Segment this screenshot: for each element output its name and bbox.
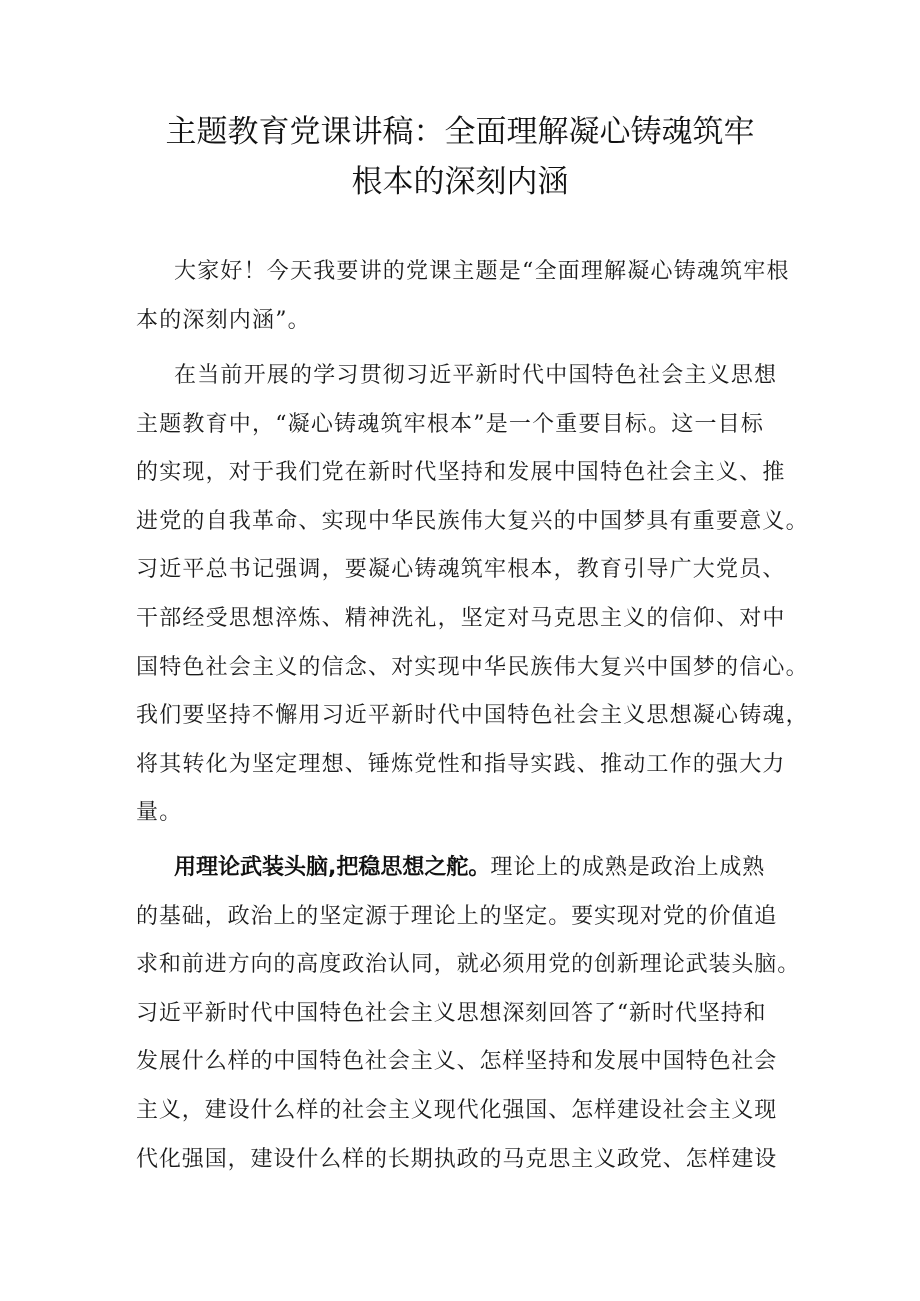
paragraph-line: 习近平总书记强调，要凝心铸魂筑牢根本，教育引导广大党员、: [136, 557, 786, 583]
paragraph-line-text: 理论上的成熟是政治上成熟: [490, 855, 766, 880]
paragraph-line: 的实现，对于我们党在新时代坚持和发展中国特色社会主义、推: [136, 460, 786, 486]
paragraph-greeting: [136, 248, 792, 345]
paragraph-line: 国特色社会主义的信念、对实现中华民族伟大复兴中国梦的信心。: [136, 654, 809, 680]
paragraph-line: 发展什么样的中国特色社会主义、怎样坚持和发展中国特色社会: [136, 1049, 778, 1075]
paragraph-line: 我们要坚持不懈用习近平新时代中国特色社会主义思想凝心铸魂，: [136, 703, 809, 729]
paragraph-line: 进党的自我革命、实现中华民族伟大复兴的中国梦具有重要意义。: [136, 508, 809, 534]
document-title-line-1: 主题教育党课讲稿：全面理解凝心铸魂筑牢: [165, 114, 755, 150]
paragraph-line: 量。: [136, 800, 183, 826]
document-title-line-2: 根本的深刻内涵: [351, 164, 569, 200]
paragraph-line: 习近平新时代中国特色社会主义思想深刻回答了“新时代坚持和: [136, 1000, 767, 1026]
paragraph-line: 本的深刻内涵”。: [136, 307, 311, 333]
paragraph-line: 干部经受思想淬炼、精神洗礼，坚定对马克思主义的信仰、对中: [136, 605, 786, 631]
paragraph-line: [136, 844, 792, 893]
paragraph-line: 主题教育中，“凝心铸魂筑牢根本”是一个重要目标。这一目标: [136, 411, 765, 437]
paragraph-line: 求和前进方向的高度政治认同，就必须用党的创新理论武装头脑。: [136, 952, 801, 978]
paragraph-theory: [136, 844, 801, 1184]
paragraph-line: 代化强国，建设什么样的长期执政的马克思主义政党、怎样建设: [136, 1146, 778, 1172]
paragraph-context: [136, 352, 809, 838]
paragraph-line: 大家好！今天我要讲的党课主题是“全面理解凝心铸魂筑牢根: [174, 259, 790, 284]
paragraph-line: 在当前开展的学习贯彻习近平新时代中国特色社会主义思想: [174, 363, 778, 388]
paragraph-line: 的基础，政治上的坚定源于理论上的坚定。要实现对党的价值追: [136, 903, 778, 929]
paragraph-line: 将其转化为坚定理想、锤炼党性和指导实践、推动工作的强大力: [136, 751, 786, 777]
paragraph-line: 主义，建设什么样的社会主义现代化强国、怎样建设社会主义现: [136, 1097, 778, 1123]
section-lead-heading: 用理论武装头脑,把稳思想之舵。: [174, 855, 491, 880]
